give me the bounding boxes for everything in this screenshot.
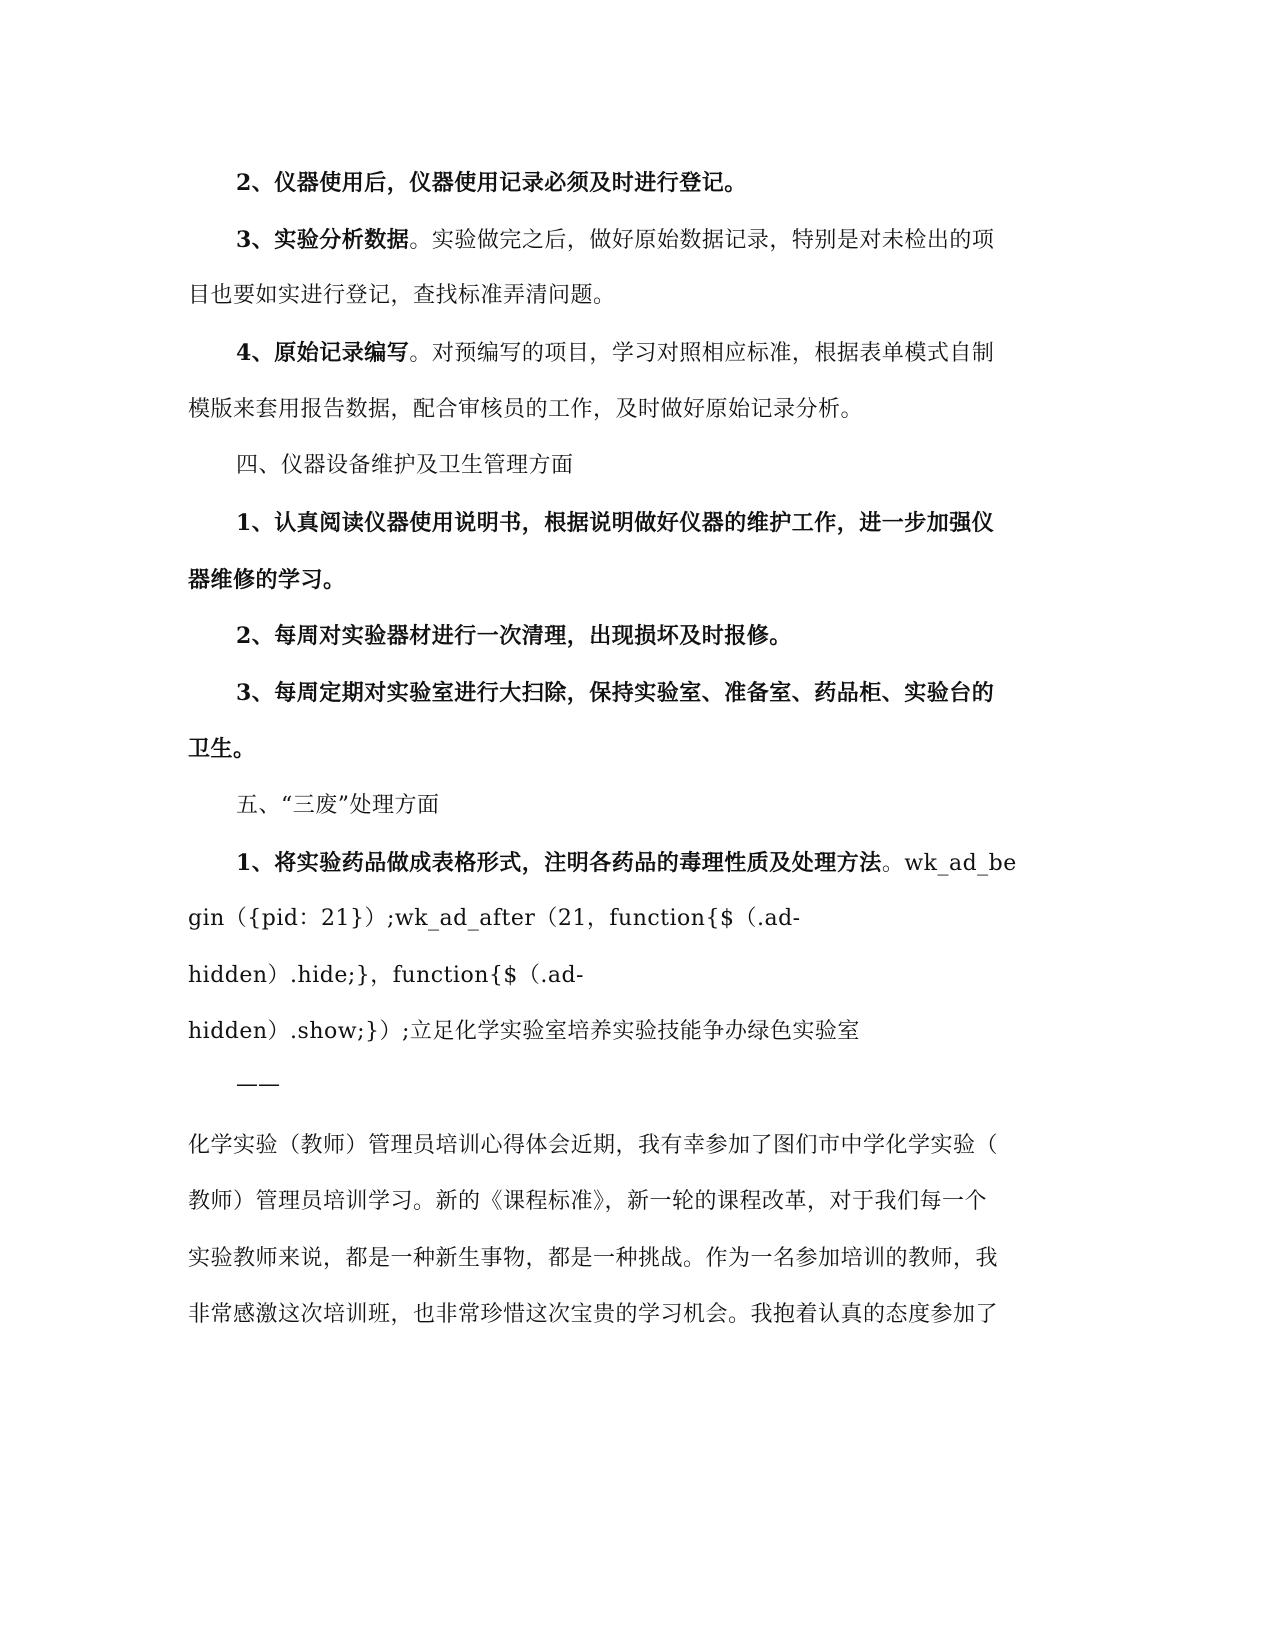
paragraph-instrument-record: 2、仪器使用后，仪器使用记录必须及时进行登记。 — [236, 170, 747, 196]
paragraph-original-record-heading: 4、原始记录编写 — [236, 340, 410, 366]
paragraph-weekly-clean: 2、每周对实验器材进行一次清理，出现损坏及时报修。 — [236, 623, 792, 649]
paragraph-original-record-line-1 — [236, 338, 994, 369]
paragraph-read-manual-line-1: 1、认真阅读仪器使用说明书，根据说明做好仪器的维护工作，进一步加强仪 — [236, 510, 995, 536]
paragraph-original-record-text: 。对预编写的项目，学习对照相应标准，根据表单模式自制 — [409, 341, 995, 366]
paragraph-analysis-data-line-2: 目也要如实进行登记，查找标准弄清问题。 — [188, 283, 616, 308]
paragraph-chemical-table-heading: 1、将实验药品做成表格形式，注明各药品的毒理性质及处理方法 — [236, 850, 882, 876]
paragraph-chemical-table-line-1 — [236, 848, 1017, 879]
paragraph-training-line-3: 实验教师来说，都是一种新生事物，都是一种挑战。作为一名参加培训的教师，我 — [188, 1246, 999, 1271]
dash-separator: —— — [236, 1072, 280, 1097]
paragraph-training-line-4: 非常感激这次培训班，也非常珍惜这次宝贵的学习机会。我抱着认真的态度参加了 — [188, 1302, 999, 1327]
paragraph-training-line-2: 教师）管理员培训学习。新的《课程标准》，新一轮的课程改革，对于我们每一个 — [188, 1189, 988, 1214]
paragraph-read-manual-line-2: 器维修的学习。 — [188, 567, 346, 593]
paragraph-chemical-table-code: 。wk_ad_be — [881, 851, 1017, 876]
paragraph-analysis-data-text: 。实验做完之后，做好原始数据记录，特别是对未检出的项 — [409, 228, 995, 253]
paragraph-weekly-sweep-line-2: 卫生。 — [188, 736, 256, 762]
section-heading-three-wastes: 五、“三废”处理方面 — [236, 793, 440, 818]
section-heading-maintenance: 四、仪器设备维护及卫生管理方面 — [236, 453, 574, 478]
paragraph-analysis-data-heading: 3、实验分析数据 — [236, 227, 410, 253]
paragraph-analysis-data-line-1 — [236, 225, 994, 256]
paragraph-weekly-sweep-line-1: 3、每周定期对实验室进行大扫除，保持实验室、准备室、药品柜、实验台的 — [236, 680, 995, 706]
paragraph-chemical-table-line-3: hidden）.hide;}，function{$（.ad- — [188, 963, 584, 988]
paragraph-original-record-line-2: 模版来套用报告数据，配合审核员的工作，及时做好原始记录分析。 — [188, 397, 864, 422]
paragraph-training-line-1: 化学实验（教师）管理员培训心得体会近期，我有幸参加了图们市中学化学实验（ — [188, 1133, 999, 1158]
paragraph-chemical-table-line-2: gin（{pid：21}）;wk_ad_after（21，function{$（.ad- — [188, 906, 801, 931]
paragraph-chemical-table-line-4: hidden）.show;}）;立足化学实验室培养实验技能争办绿色实验室 — [188, 1019, 860, 1044]
